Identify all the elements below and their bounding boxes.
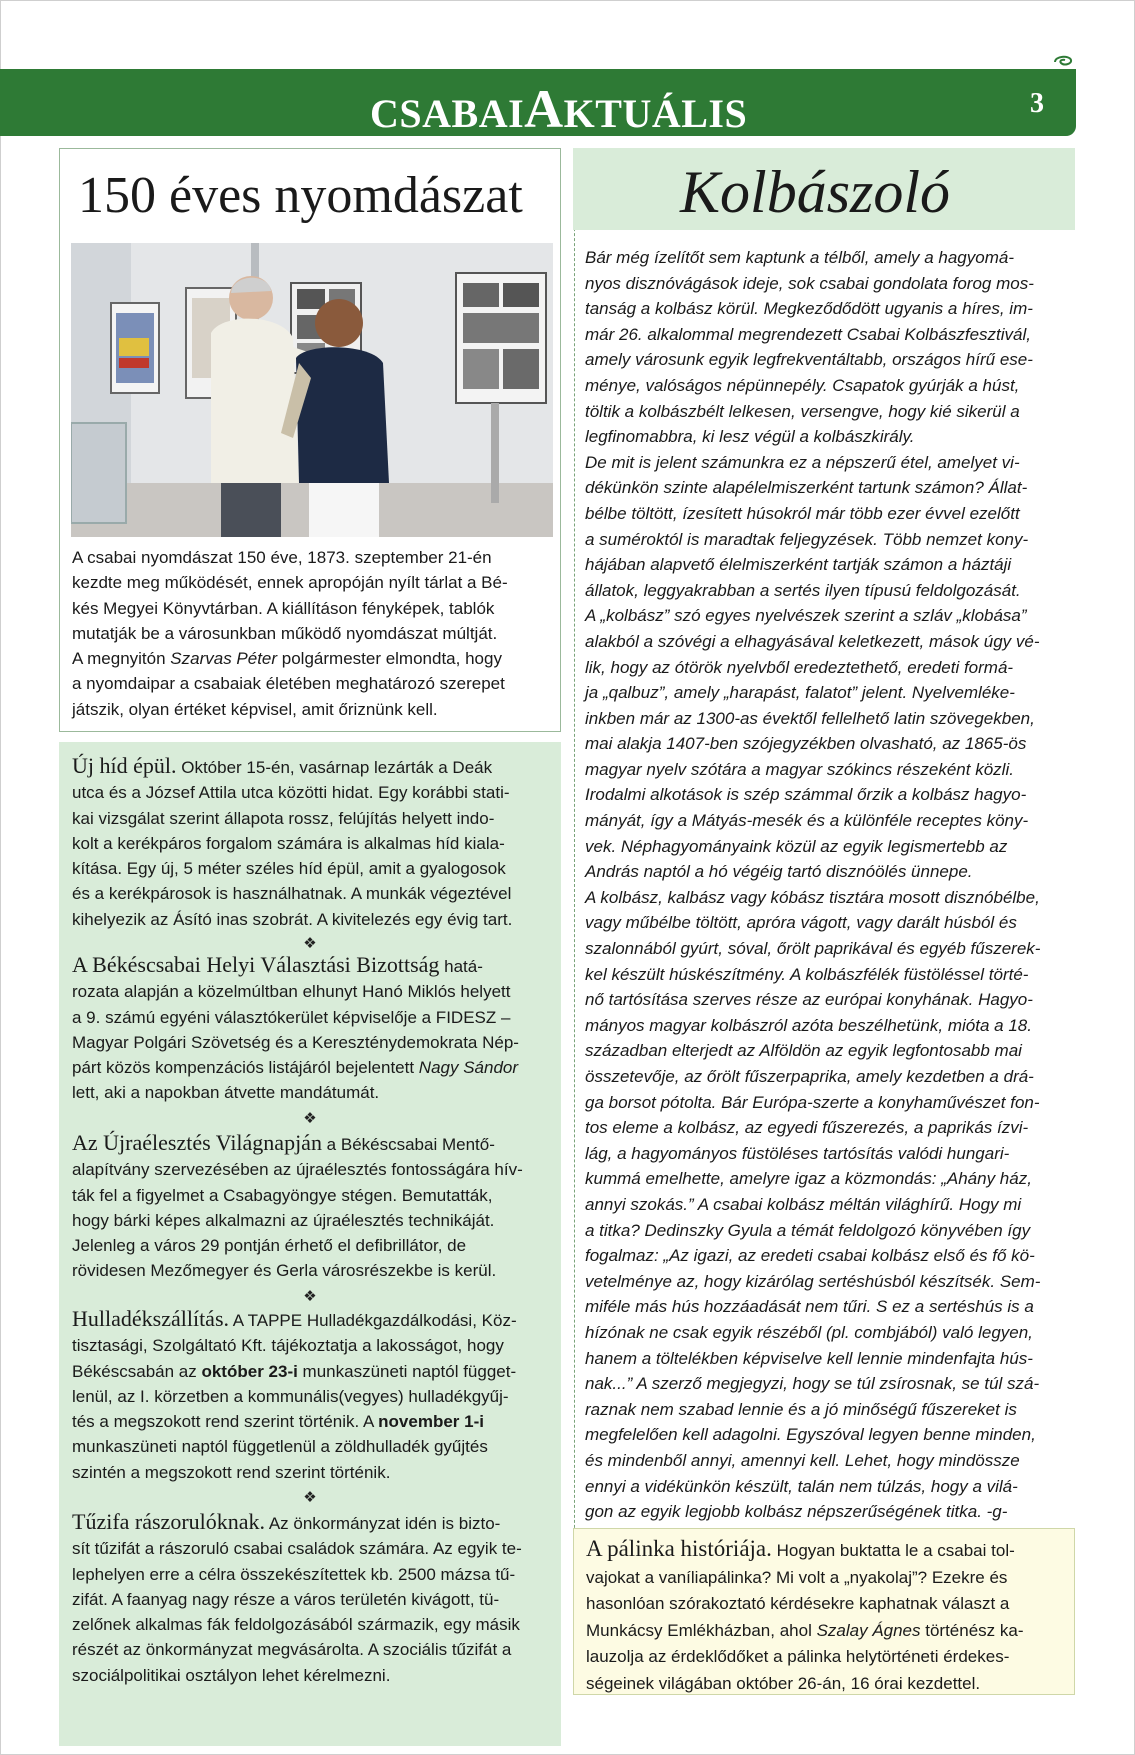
article-body [72,545,556,722]
news-bold2-waste: november 1-i [378,1412,484,1432]
article-body-part1: A csabai nyomdászat 150 éve, 1873. szeptember 21-én kezdte meg működését, ennek apropóján nyílt tárlat a Bé- kés Megyei Könyvtárban. A kiállításon fényképek, tablók mutatják be a városunkban működő nyomdászat múltját. A megnyitón [72,548,508,669]
news-name-election: Nagy Sándor [418,1058,519,1078]
kolbaszolo-title: Kolbászoló [680,159,951,225]
article-body-name: Szarvas Péter [170,649,278,669]
news-text-firewood: Az önkormányzat idén is bizto- sít tűzifát a rászoruló csabai családok számára. Az egyik te- lephelyen erre a célra összekészítettek kb. 2500 mázsa tű- zifát. A faanyag nagy része a város területén kivágott, tü- zelőnek alkalmas fák feldolgozásából származik, egy másik részét az önkormányzat megvásárolta. A szociális tűzifát a szociálpolitikai osztályon lehet kérelmezni. [72,1514,522,1685]
palinka-text2: történész ka- lauzolja az érdeklődőket a pálinka helytörténeti érdekes- ségeinek világában október 26-án, 16 órai kezdettel. [586,1620,1024,1693]
news-item-election [72,952,556,1106]
page-number: 3 [1030,88,1044,119]
separator-ornament: ❖ [303,1110,317,1127]
news-head-election: A Békéscsabai Helyi Választási Bizottság [72,952,440,977]
separator-ornament: ❖ [303,1489,317,1506]
news-item-cpr [72,1130,556,1284]
swirl-logo-icon [1052,52,1074,70]
news-head-cpr: Az Újraélesztés Világnapján [72,1130,322,1155]
news-item-firewood [72,1509,556,1688]
news-item-bridge [72,753,556,932]
masthead-big-letter: A [524,79,564,139]
news-text2-election: lett, aki a napokban átvette mandátumát. [72,1083,380,1103]
masthead [370,79,790,139]
exhibition-photo [71,243,553,537]
news-bold1-waste: október 23-i [201,1361,298,1381]
palinka-text [586,1536,1066,1697]
news-text3-waste: munkaszüneti naptól függetlenül a zöldhulladék gyűjtés szintén a megszokott rend szerint történik. [72,1437,488,1482]
news-head-bridge: Új híd épül. [72,753,177,778]
separator-ornament: ❖ [303,1288,317,1305]
news-text-bridge: Október 15-én, vasárnap lezárták a Deák utca és a József Attila utca közötti hidat. Egy korábbi stati- kai vizsgálat szerint állapota rossz, felújítás helyett indo- kolt a kerékpáros forgalom számára is alkalmas híd kiala- kítása. Egy új, 5 méter széles híd épül, amit a gyalogosok és a kerékpárosok is használhatnak. A munkák végeztével kihelyezik az Ásító inas szobrát. A kivitelezés egy évig tart. [72,758,513,929]
kolbaszolo-body: Bár még ízelítőt sem kaptunk a télből, amely a hagyomá- nyos disznóvágások ideje, sok csabai gondolata forog mos- tanság a kolbász körül. Megkeződődött ugyanis a híres, im- már 26. alkalommal megrendezett Csabai Kolbászfesztivál, amely városunk egyik legfrekventáltabb, országos hírű ese- ménye, valóságos népünnepély. Csapatok gyúrják a húst, töltik a kolbászbélt lelkesen, versengve, hogy kié sikerül a legfinomabbra, ki lesz végül a kolbászkirály. De mit is jelent számunkra ez a népszerű étel, amelyet vi- dékünkön szinte alapélelmiszerként tartunk számon? Állat- bélbe töltött, ízesített húsokról már több ezer évvel ezelőtt a suméroktól is maradtak feljegyzések. Több nemzet kony- hájában alapvető élelmiszerként tartják számon a háztáji állatok, leggyakrabban a sertés ilyen típusú feldolgozását. A „kolbász” szó egyes nyelvészek szerint a szláv „klobása” alakból a szóvégi a elhagyásával keletkezett, mások úgy vé- lik, hogy az ótörök nyelvből eredeztethető, eredeti formá- ja „qalbuz”, amely „harapást, falatot” jelent. Nyelvemléke- inkben már az 1300-as évektől fellelhető latin szövegekben, mai alakja 1407-ben szójegyzékben olvasható, az 1865-ös magyar nyelv szótára a magyar szókincs részeként közli. Irodalmi alkotások is szép számmal őrzik a kolbász hagyo- mányát, így a Mátyás-mesék és a különféle receptes köny- vek. Néphagyományaink közül az egyik legismertebb az András naptól a hó végéig tartó disznóölés ünnepe. A kolbász, kalbász vagy kóbász tisztára mosott disznóbélbe, vagy műbélbe töltött, apróra vágott, vagy darált húsból és szalonnából gyúrt, sóval, őrölt paprikával és egyéb fűszerek- kel készült húskészítmény. A kolbászfélék füstöléssel törté- nő tartósítása szerves része az európai konyhának. Hagyo- mányos magyar kolbászról azóta beszélhetünk, mióta a 18. században elterjedt az Alföldön az egyik legfontosabb mai összetevője, az őrölt fűszerpaprika, amely kezdetben a drá- ga borsot pótolta. Bár Európa-szerte a konyhaművészet fon- tos eleme a kolbász, az egyedi fűszerezés, a paprikás ízvi- lág, a hagyományos füstöléses tartósítás valódi hungari- kummá emelhette, amelyre igaz a közmondás: „Ahány ház, annyi szokás.” A csabai kolbász méltán világhírű. Hogy mi a titka? Dedinszky Gyula a témát feldolgozó könyvében így fogalmaz: „Az igazi, az eredeti csabai kolbász első és fő kö- vetelménye az, hogy kizárólag sertéshúsból készítsék. Sem- miféle más hús hozzáadását nem tűri. S ez a sertéshús is a hízónak ne csak egyik részéből (pl. combjából) való legyen, hanem a töltelékben képviselve kell lennie mindenfajta hús- nak...” A szerző megjegyzi, hogy se túl zsírosnak, se túl szá- raznak nem szabad lennie és a jó minőségű fűszereket is megfelelően kell adagolni. Egyszóval legyen benne minden, és mindenből annyi, amennyi kell. Lehet, hogy mindössze ennyi a vidékünkön készült, talán nem túlzás, hogy a vilá- gon az egyik legjobb kolbász népszerűségének titka. -g- [585,248,1041,1522]
palinka-text1: Hogyan buktatta le a csabai tol- vajokat a vaníliapálinka? Mi volt a „nyakolaj”? Ezekre és hasonlóan szórakoztató kérdésekre kaphatnak választ a Munkácsy Emlékházban, ahol [586,1541,1015,1640]
news-head-firewood: Tűzifa rászorulóknak. [72,1509,266,1534]
news-item-waste [72,1306,556,1485]
separator-ornament: ❖ [303,935,317,952]
news-head-waste: Hulladékszállítás. [72,1306,230,1331]
column-divider [574,148,575,1588]
news-text2-waste: munkaszüneti naptól függet- lenül, az I. körzetben a kommunális(vegyes) hulladékgyűj- tés a megszokott rend szerint történik. A [72,1361,517,1432]
news-text1-waste: A TAPPE Hulladékgazdálkodási, Köz- tisztasági, Szolgáltató Kft. tájékoztatja a lakosságot, hogy Békéscsabán az [72,1311,517,1381]
palinka-name: Szalay Ágnes [816,1620,921,1640]
article-body-part2: polgármester elmondta, hogy a nyomdaipar a csabaiak életében meghatározó szerepet játszik, olyan értéket képvisel, amit őriznünk kell. [72,649,505,719]
masthead-part2: KTUÁLIS [563,91,748,136]
article-title: 150 éves nyomdászat [78,167,523,224]
news-text-election: hatá- rozata alapján a közelmúltban elhunyt Hanó Miklós helyett a 9. számú egyéni választókerület képviselője a FIDESZ – Magyar Polgári Szövetség és a Kereszténydemokrata Nép- párt közös kompenzációs listájáról bejelentett [72,957,519,1078]
palinka-head: A pálinka históriája. [586,1536,772,1561]
news-text-cpr: a Békéscsabai Mentő- alapítvány szervezésében az újraélesztés fontosságára hív- ták fel a figyelmet a Csabagyöngye stégen. Bemutatták, hogy bárki képes alkalmazni az újraélesztés technikáját. Jelenleg a város 29 pontján érhető el defibrillátor, de rövidesen Mezőmegyer és Gerla városrészekbe is kerül. [72,1135,523,1281]
masthead-part1: CSABAI [370,91,525,136]
